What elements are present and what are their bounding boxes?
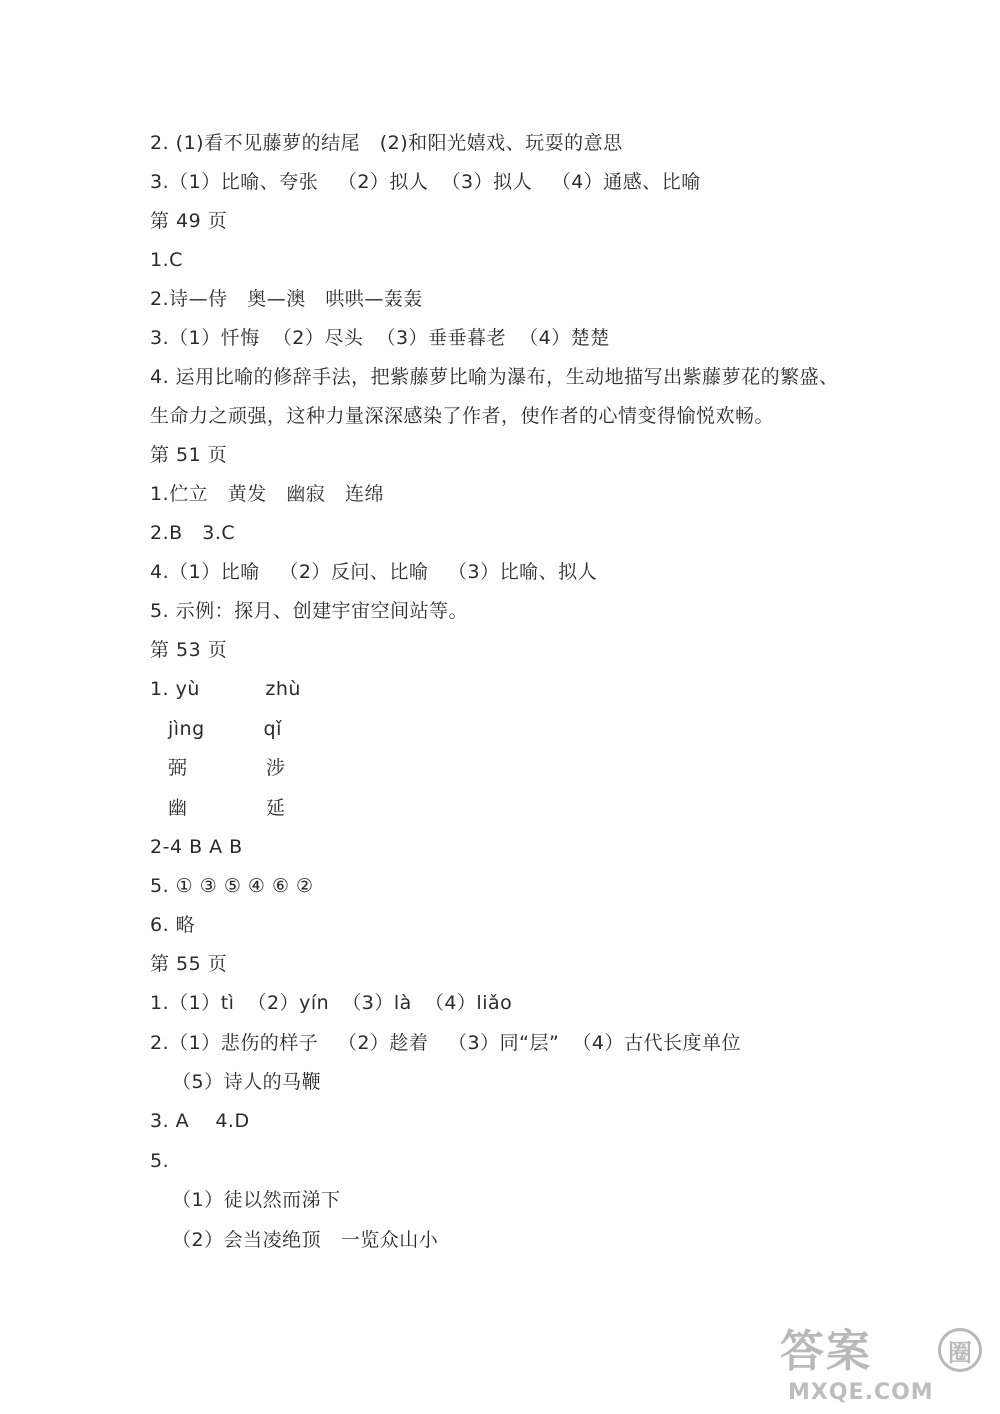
answer-line: 2.（1）悲伤的样子 （2）趁着 （3）同“层” （4）古代长度单位	[150, 1032, 741, 1054]
answer-line: 2.诗—侍 奥—澳 哄哄—轰轰	[150, 288, 423, 310]
answer-line: 4.（1）比喻 （2）反问、比喻 （3）比喻、拟人	[150, 561, 598, 583]
answer-line: 弼 涉	[168, 757, 286, 779]
answer-line: 1.C	[150, 249, 183, 271]
page-heading: 第 55 页	[150, 953, 228, 975]
watermark-seal-icon: 圈	[938, 1328, 982, 1372]
answer-line: 5. 示例：探月、创建宇宙空间站等。	[150, 600, 469, 622]
page-heading: 第 53 页	[150, 639, 228, 661]
answer-line: 2-4 B A B	[150, 836, 243, 858]
answer-line: （1）徒以然而涕下	[172, 1189, 341, 1211]
answer-line: 2. (1)看不见藤萝的结尾 (2)和阳光嬉戏、玩耍的意思	[150, 132, 623, 154]
answer-line: 5.	[150, 1150, 170, 1172]
watermark	[780, 1322, 990, 1408]
answer-line: 1. yù zhù	[150, 678, 301, 700]
answer-line: 6. 略	[150, 914, 196, 936]
answer-line: 1.伫立 黄发 幽寂 连绵	[150, 483, 384, 505]
answer-line: 3.（1）比喻、夸张 （2）拟人 （3）拟人 （4）通感、比喻	[150, 171, 701, 193]
watermark-logo: 答案	[780, 1326, 872, 1377]
answer-line: （5）诗人的马鞭	[172, 1071, 322, 1093]
page-heading: 第 51 页	[150, 444, 228, 466]
answer-line: 5. ① ③ ⑤ ④ ⑥ ②	[150, 875, 314, 897]
answer-line: 3.（1）忏悔 （2）尽头 （3）垂垂暮老 （4）楚楚	[150, 327, 610, 349]
answer-line: 生命力之顽强，这种力量深深感染了作者，使作者的心情变得愉悦欢畅。	[150, 405, 775, 427]
answer-line: 4. 运用比喻的修辞手法，把紫藤萝比喻为瀑布，生动地描写出紫藤萝花的繁盛、	[150, 366, 839, 388]
answer-line: 3. A 4.D	[150, 1110, 250, 1132]
page-heading: 第 49 页	[150, 210, 228, 232]
answer-line: 幽 延	[168, 797, 286, 819]
watermark-url: MXQE.COM	[788, 1380, 934, 1405]
answer-line: （2）会当凌绝顶 一览众山小	[172, 1229, 439, 1251]
answer-line: jìng qǐ	[168, 718, 282, 740]
answer-line: 2.B 3.C	[150, 522, 236, 544]
answer-line: 1.（1）tì （2）yín （3）là （4）liǎo	[150, 992, 513, 1014]
